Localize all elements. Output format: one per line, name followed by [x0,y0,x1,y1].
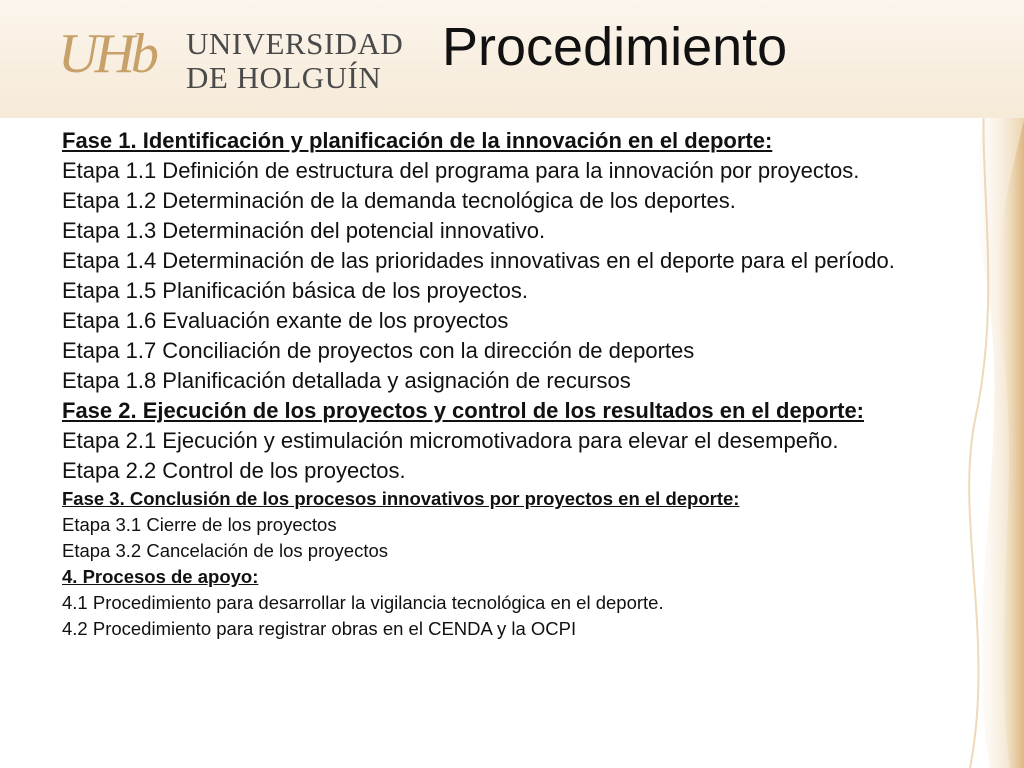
logo-text-line1: UNIVERSIDAD [186,26,404,61]
fase-1-heading: Fase 1. Identificación y planificación de la innovación en el deporte: [62,128,773,153]
logo-text-line2: DE HOLGUÍN [186,60,382,95]
etapa-1-2: Etapa 1.2 Determinación de la demanda tecnológica de los deportes. [62,188,736,213]
logo-mark-icon: UHb [58,23,155,85]
etapa-1-1: Etapa 1.1 Definición de estructura del programa para la innovación por proyectos. [62,158,860,183]
etapa-3-1: Etapa 3.1 Cierre de los proyectos [62,514,337,535]
etapa-1-4: Etapa 1.4 Determinación de las prioridades innovativas en el deporte para el período. [62,248,895,273]
etapa-1-6: Etapa 1.6 Evaluación exante de los proyectos [62,308,509,333]
header-band [0,0,1024,118]
fase-3-heading: Fase 3. Conclusión de los procesos innovativos por proyectos en el deporte: [62,488,740,509]
etapa-2-1: Etapa 2.1 Ejecución y estimulación micromotivadora para elevar el desempeño. [62,428,839,453]
content-list [62,128,942,644]
etapa-1-7: Etapa 1.7 Conciliación de proyectos con la dirección de deportes [62,338,695,363]
etapa-1-5: Etapa 1.5 Planificación básica de los proyectos. [62,278,528,303]
university-logo [58,18,404,95]
procesos-apoyo-heading: 4. Procesos de apoyo: [62,566,259,587]
apoyo-4-1: 4.1 Procedimiento para desarrollar la vigilancia tecnológica en el deporte. [62,592,664,613]
etapa-1-3: Etapa 1.3 Determinación del potencial innovativo. [62,218,546,243]
page-title: Procedimiento [442,17,788,77]
etapa-3-2: Etapa 3.2 Cancelación de los proyectos [62,540,389,561]
etapa-2-2: Etapa 2.2 Control de los proyectos. [62,458,406,483]
fase-2-heading: Fase 2. Ejecución de los proyectos y control de los resultados en el deporte: [62,398,865,423]
apoyo-4-2: 4.2 Procedimiento para registrar obras en el CENDA y la OCPI [62,618,577,639]
etapa-1-8: Etapa 1.8 Planificación detallada y asignación de recursos [62,368,631,393]
